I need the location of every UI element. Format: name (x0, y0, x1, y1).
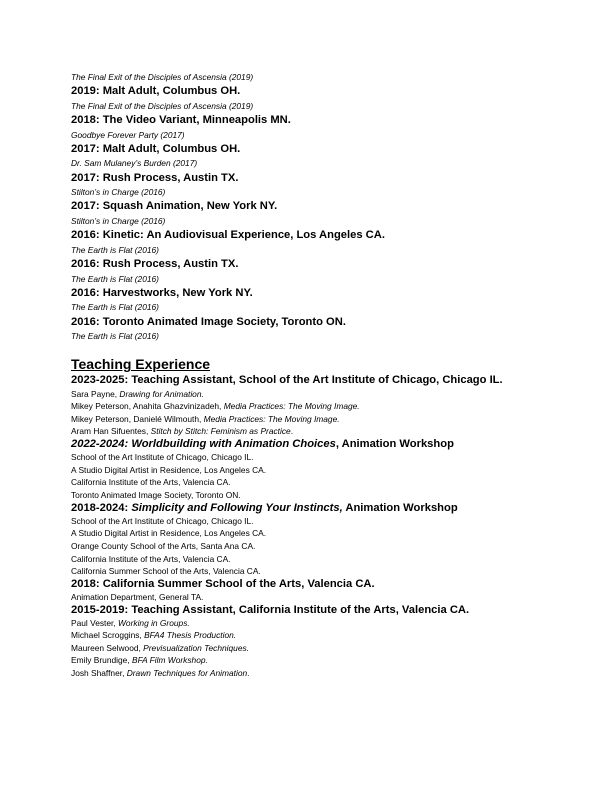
screening-venue: 2016: Kinetic: An Audiovisual Experience, Los Angeles CA. (71, 229, 385, 242)
screening-film: The Earth is Flat (2016) (71, 273, 159, 284)
teaching-detail: Emily Brundige, BFA Film Workshop. (71, 655, 208, 666)
teaching-detail: California Institute of the Arts, Valencia CA. (71, 553, 231, 564)
teaching-detail: Orange County School of the Arts, Santa Ana CA. (71, 540, 256, 551)
screenings-list (71, 70, 591, 343)
teaching-detail: Toronto Animated Image Society, Toronto ON. (71, 489, 241, 500)
screening-film: Dr. Sam Mulaney’s Burden (2017) (71, 158, 198, 169)
teaching-detail: Sara Payne, Drawing for Animation. (71, 388, 204, 399)
teaching-detail: Maureen Selwood, Previsualization Techniques. (71, 642, 250, 653)
screening-venue: 2018: The Video Variant, Minneapolis MN. (71, 114, 291, 126)
screening-venue: 2016: Rush Process, Austin TX. (71, 257, 239, 270)
screening-venue: 2017: Rush Process, Austin TX. (71, 171, 239, 184)
screening-film: Stilton’s in Charge (2016) (71, 187, 166, 198)
screening-venue: 2016: Toronto Animated Image Society, Toronto ON. (71, 315, 346, 328)
screening-venue: 2019: Malt Adult, Columbus OH. (71, 85, 241, 98)
screening-film: The Earth is Flat (2016) (71, 331, 159, 342)
teaching-heading: 2022-2024: Worldbuilding with Animation Choices, Animation Workshop (71, 437, 454, 450)
teaching-detail: Paul Vester, Working in Groups. (71, 617, 190, 628)
teaching-detail: Josh Shaffner, Drawn Techniques for Animation. (71, 668, 250, 679)
teaching-detail: Mikey Peterson, Danielé Wilmouth, Media Practices: The Moving Image. (71, 413, 340, 424)
teaching-heading: 2015-2019: Teaching Assistant, California Institute of the Arts, Valencia CA. (71, 603, 470, 616)
screening-film: The Final Exit of the Disciples of Ascensia (2019) (71, 72, 254, 82)
screening-film: Goodbye Forever Party (2017) (71, 129, 185, 140)
teaching-section (71, 355, 591, 679)
section-title: Teaching Experience (71, 356, 211, 373)
screening-venue: 2016: Harvestworks, New York NY. (71, 286, 253, 299)
teaching-heading: 2018-2024: Simplicity and Following Your Instincts, Animation Workshop (71, 501, 458, 514)
teaching-detail: School of the Art Institute of Chicago, Chicago IL. (71, 515, 254, 526)
teaching-detail: Michael Scroggins, BFA4 Thesis Production. (71, 630, 237, 641)
screening-venue: 2017: Squash Animation, New York NY. (71, 200, 278, 213)
teaching-heading: 2023-2025: Teaching Assistant, School of the Art Institute of Chicago, Chicago IL. (71, 374, 503, 387)
teaching-detail: A Studio Digital Artist in Residence, Los Angeles CA. (71, 528, 267, 539)
teaching-detail: School of the Art Institute of Chicago, Chicago IL. (71, 452, 254, 463)
screening-film: The Earth is Flat (2016) (71, 302, 159, 313)
screening-film: Stilton’s in Charge (2016) (71, 215, 166, 226)
teaching-heading: 2018: California Summer School of the Arts, Valencia CA. (71, 577, 375, 590)
cv-content (71, 70, 591, 680)
screening-venue: 2017: Malt Adult, Columbus OH. (71, 142, 241, 155)
screening-film: The Final Exit of the Disciples of Ascensia (2019) (71, 100, 254, 111)
teaching-detail: California Summer School of the Arts, Valencia CA. (71, 566, 261, 577)
teaching-detail: Mikey Peterson, Anahita Ghazvinizadeh, Media Practices: The Moving Image. (71, 401, 360, 412)
teaching-detail: A Studio Digital Artist in Residence, Los Angeles CA. (71, 464, 267, 475)
screening-film: The Earth is Flat (2016) (71, 244, 159, 255)
teaching-detail: California Institute of the Arts, Valencia CA. (71, 477, 231, 488)
teaching-detail: Animation Department, General TA. (71, 591, 204, 602)
teaching-detail: Aram Han Sifuentes, Stitch by Stitch: Feminism as Practice. (71, 426, 294, 437)
